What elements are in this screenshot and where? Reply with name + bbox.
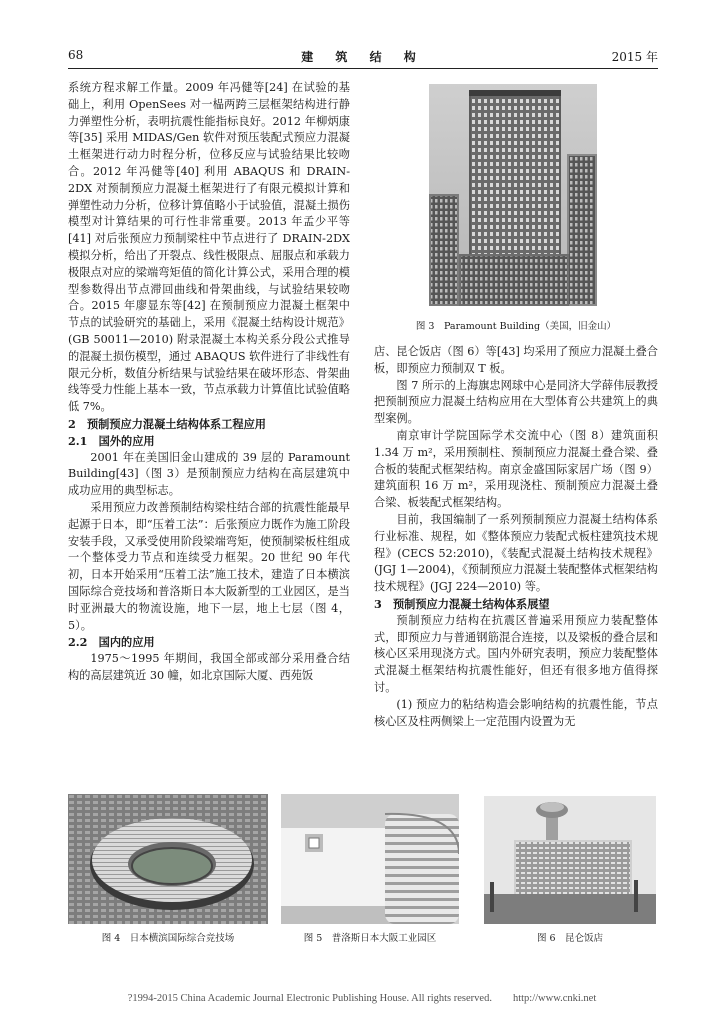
section-heading: 3 预制预应力混凝土结构体系展望 (374, 596, 550, 611)
paragraph: 系统方程求解工作量。2009 年冯健等[24] 在试验的基础上，利用 OpenSees 对一榀两跨三层框架结构进行静力弹塑性分析，表明抗震性能指标良好。2012 年柳炳康等[35] 采用 MIDAS/Gen 软件对预压装配式预应力混凝土框架进行动力时程分析，位移反应与试验结果比较吻合。2012 年冯健等[40] 利用 ABAQUS 和 DRAIN-2DX 对预制预应力混凝土框架进行了有限元模拟计算和弹塑性动力分析，位移计算值略小于试验值，混凝土损伤模型对计算结果的可行性非常重要。2013 年孟少平等[41] 对后张预应力预制梁柱中节点进行了 DRAIN-2DX 模拟分析，给出了开裂点、线性极限点、屈服点和承载力极限点对应的梁端弯矩值的简化计算公式，采用合理的模型参数得出节点滞回曲线和骨架曲线，与试验结果较吻合。2015 年廖显东等[42] 在预制预应力混凝土框架中节点的试验研究的基础上，采用《混凝土结构设计规范》(GB 50011—2010) 附录混凝土本构关系分段公式推导的混凝土损伤模型，通过 ABAQUS 软件进行了非线性有限元分析，数值分析结果与试验结果在破坏形态、骨架曲线等受力性能上基本一致，节点承载力计算值比试验值略低 7%。 (68, 81, 350, 414)
paragraph: (1) 预应力的粘结构造会影响结构的抗震性能，节点核心区及柱两侧梁上一定范围内设置为无 (374, 697, 658, 728)
figure-4-photo (68, 794, 268, 924)
figure-3-caption: 图 3 Paramount Building（美国，旧金山） (415, 321, 617, 332)
page-header (68, 48, 658, 70)
header-rule (68, 68, 658, 69)
copyright-footer: ?1994-2015 China Academic Journal Electronic Publishing House. All rights reserved. http://www.cnki.net (127, 993, 597, 1004)
page-number: 68 (68, 48, 84, 62)
figure-6-photo (484, 796, 656, 924)
section-heading: 2.2 国内的应用 (68, 635, 155, 650)
paragraph: 南京审计学院国际学术交流中心（图 8）建筑面积 1.34 万 m²，采用预制柱、预制预应力混凝土叠合梁、叠合板的装配式框架结构。南京金盛国际家居广场（图 9）建筑面积 16 万 m²，采用现浇柱、预制预应力混凝土叠合梁、板装配式框架结构。 (374, 428, 658, 510)
figure-5-caption: 图 5 普洛斯日本大阪工业园区 (303, 933, 437, 944)
left-column (68, 80, 350, 685)
right-column (374, 344, 658, 730)
figure-6-caption: 图 6 昆仑饭店 (536, 933, 604, 944)
paragraph: 预制预应力结构在抗震区普遍采用预应力装配整体式，即预应力与普通钢筋混合连接，以及梁板的叠合层和核心区采用现浇方式。国内外研究表明，预应力装配整体式混凝土框架结构抗震性能好，但还有很多地方值得探讨。 (374, 613, 658, 694)
figure-5-photo (281, 794, 459, 924)
paragraph: 目前，我国编制了一系列预制预应力混凝土结构体系行业标准、规程，如《整体预应力装配式板柱建筑技术规程》(CECS 52:2010)，《装配式混凝土结构技术规程》(JGJ 1—2004)，《预制预应力混凝土装配整体式框架结构技术规程》(JGJ 224—2010) 等。 (374, 512, 658, 594)
paragraph: 1975～1995 年期间，我国全部或部分采用叠合结构的高层建筑近 30 幢，如北京国际大厦、西苑饭 (68, 652, 350, 682)
paragraph: 2001 年在美国旧金山建成的 39 层的 Paramount Building[43]（图 3）是预制预应力结构在高层建筑中成功应用的典型标志。 (68, 450, 350, 498)
paragraph: 采用预应力改善预制结构梁柱结合部的抗震性能最早起源于日本，即“压着工法”：后张预应力既作为施工阶段安装手段，又承受使用阶段梁端弯矩，使预制梁板柱组成一个整体受力节点和连续受力框架。20 世纪 90 年代初，日本开始采用“压着工法”施工技术，建造了日本横滨国际综合竞技场和普洛斯日本大阪新型的工业园区，是当时亚洲最大的物流设施，地下一层，地上七层（图 4，5）。 (68, 500, 350, 632)
section-heading: 2.1 国外的应用 (68, 433, 155, 448)
journal-year: 2015 年 (611, 50, 658, 64)
paragraph: 店、昆仑饭店（图 6）等[43] 均采用了预应力混凝土叠合板，即预应力预制双 T 板。 (374, 345, 658, 375)
paragraph: 图 7 所示的上海旗忠网球中心是同济大学薛伟辰教授把预制预应力混凝土结构应用在大型体育公共建筑上的典型案例。 (374, 378, 658, 426)
journal-title: 建 筑 结 构 (301, 50, 425, 64)
figure-3-photo (429, 84, 597, 306)
section-heading: 2 预制预应力混凝土结构体系工程应用 (68, 416, 266, 431)
figure-4-caption: 图 4 日本横滨国际综合竞技场 (101, 933, 235, 944)
